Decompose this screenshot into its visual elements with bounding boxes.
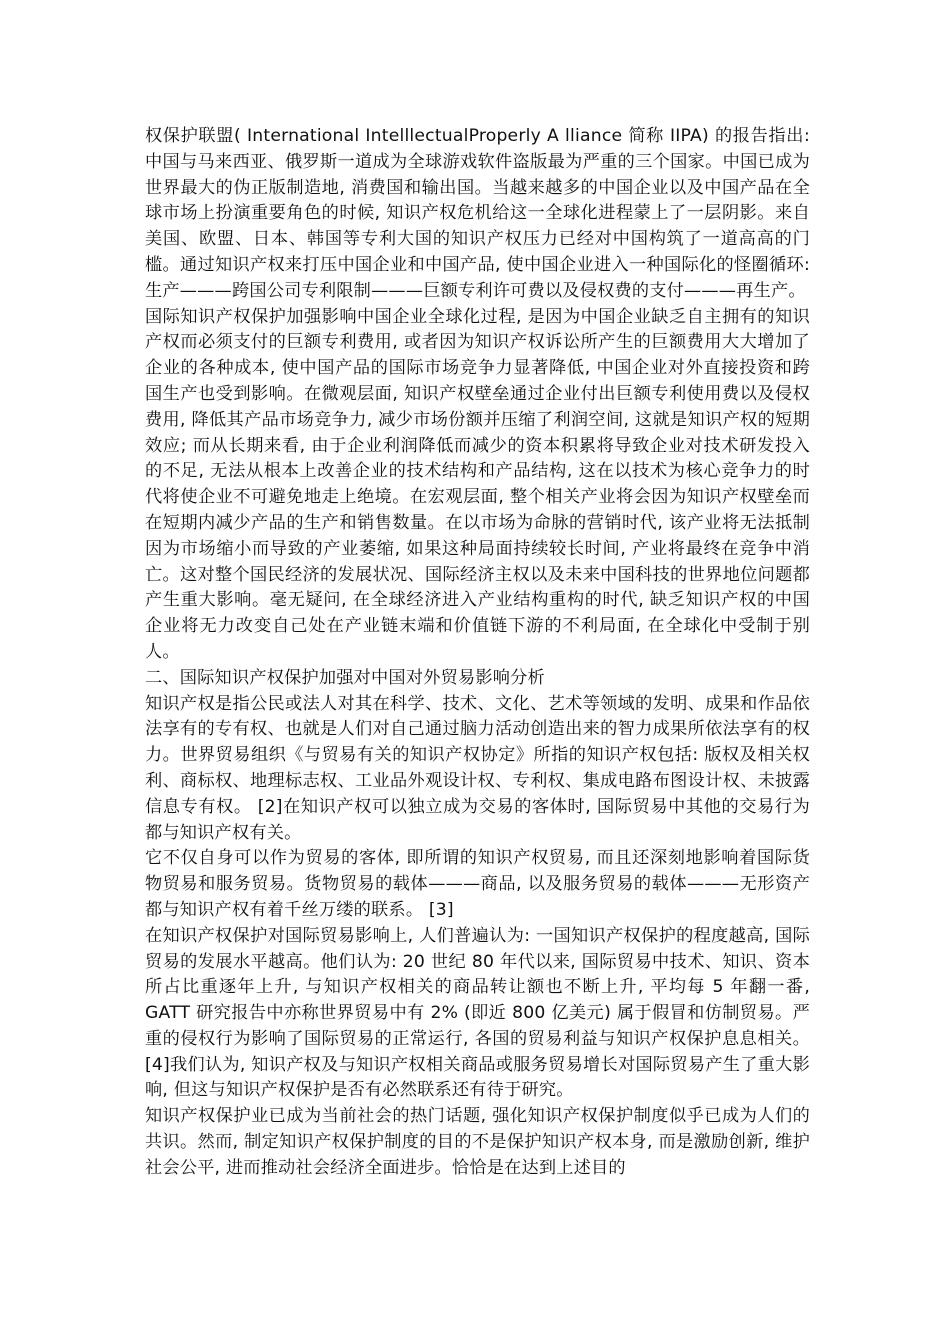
- paragraph-iipa-report: 权保护联盟( International IntelllectualProperly A lliance 简称 IIPA) 的报告指出: 中国与马来西亚、俄罗斯一道成为全球游戏软件盗版最为严重的三个国家。中国已成为世界最大的伪正版制造地, 消费国和输出国。当越来越多的中国企业以及中国产品在全球市场上扮演重要角色的时候, 知识产权危机给这一全球化进程蒙上了一层阴影。来自美国、欧盟、日本、韩国等专利大国的知识产权压力已经对中国构筑了一道高高的门槛。通过知识产权来打压中国企业和中国产品, 使中国企业进入一种国际化的怪圈循环: 生产———跨国公司专利限制———巨额专利许可费以及侵权费的支付———再生产。: [145, 126, 810, 301]
- paragraph-ip-definition: 知识产权是指公民或法人对其在科学、技术、文化、艺术等领域的发明、成果和作品依法享有的专有权、也就是人们对自己通过脑力活动创造出来的智力成果所依法享有的权力。世界贸易组织《与贸易有关的知识产权协定》所指的知识产权包括: 版权及相关权利、商标权、地理标志权、工业品外观设计权、专利权、集成电路布图设计权、未披露信息专有权。 [2]在知识产权可以独立成为交易的客体时, 国际贸易中其他的交易行为都与知识产权有关。: [145, 693, 810, 843]
- section-heading: 二、国际知识产权保护加强对中国对外贸易影响分析: [145, 667, 545, 688]
- document-body: [145, 124, 810, 1182]
- paragraph-ip-protection-purpose: 知识产权保护业已成为当前社会的热门话题, 强化知识产权保护制度似乎已成为人们的共识。然而, 制定知识产权保护制度的目的不是保护知识产权本身, 而是激励创新, 维护社会公平, 进而推动社会经济全面进步。恰恰是在达到上述目的: [145, 1106, 810, 1178]
- paragraph-globalization-impact: 国际知识产权保护加强影响中国企业全球化过程, 是因为中国企业缺乏自主拥有的知识产权而必须支付的巨额专利费用, 或者因为知识产权诉讼所产生的巨额费用大大增加了企业的各种成本, 使中国产品的国际市场竞争力显著降低, 中国企业对外直接投资和跨国生产也受到影响。在微观层面, 知识产权壁垒通过企业付出巨额专利使用费以及侵权费用, 降低其产品市场竞争力, 减少市场份额并压缩了利润空间, 这就是知识产权的短期效应; 而从长期来看, 由于企业利润降低而减少的资本积累将导致企业对技术研发投入的不足, 无法从根本上改善企业的技术结构和产品结构, 这在以技术为核心竞争力的时代将使企业不可避免地走上绝境。在宏观层面, 整个相关产业将会因为知识产权壁垒而在短期内减少产品的生产和销售数量。在以市场为命脉的营销时代, 该产业将无法抵制因为市场缩小而导致的产业萎缩, 如果这种局面持续较长时间, 产业将最终在竞争中消亡。这对整个国民经济的发展状况、国际经济主权以及未来中国科技的世界地位问题都产生重大影响。毫无疑问, 在全球经济进入产业结构重构的时代, 缺乏知识产权的中国企业将无力改变自己处在产业链末端和价值链下游的不利局面, 在全球化中受制于别人。: [145, 306, 810, 662]
- paragraph-trade-impact: 在知识产权保护对国际贸易影响上, 人们普遍认为: 一国知识产权保护的程度越高, 国际贸易的发展水平越高。他们认为: 20 世纪 80 年代以来, 国际贸易中技术、知识、资本所占比重逐年上升, 与知识产权相关的商品转让额也不断上升, 平均每 5 年翻一番, GATT 研究报告中亦称世界贸易中有 2% (即近 800 亿美元) 属于假冒和仿制贸易。严重的侵权行为影响了国际贸易的正常运行, 各国的贸易利益与知识产权保护息息相关。 [4]我们认为, 知识产权及与知识产权相关商品或服务贸易增长对国际贸易产生了重大影响, 但这与知识产权保护是否有必然联系还有待于研究。: [145, 925, 810, 1101]
- paragraph-ip-trade-object: 它不仅自身可以作为贸易的客体, 即所谓的知识产权贸易, 而且还深刻地影响着国际货物贸易和服务贸易。货物贸易的载体———商品, 以及服务贸易的载体———无形资产都与知识产权有着千丝万缕的联系。 [3]: [145, 848, 810, 920]
